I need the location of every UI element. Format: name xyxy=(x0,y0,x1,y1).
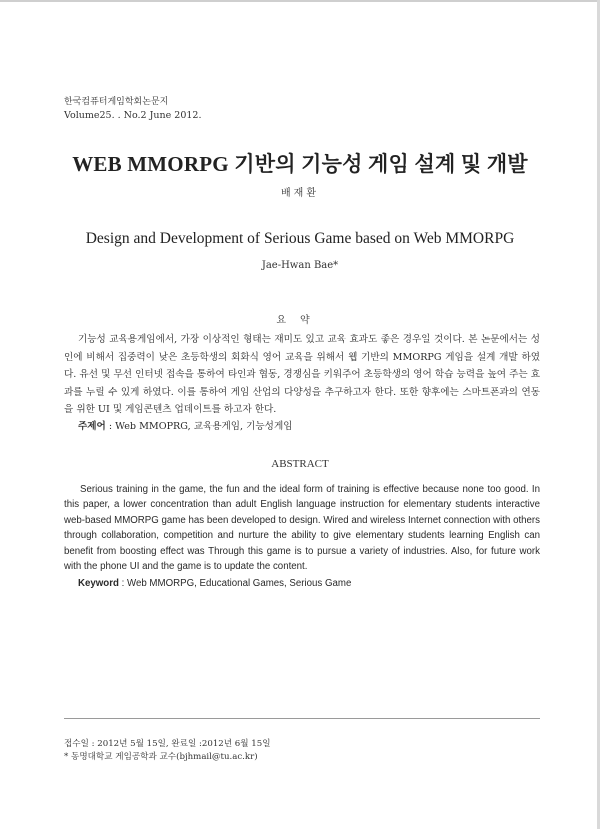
abstract-korean-heading: 요약 xyxy=(276,315,324,326)
abstract-english xyxy=(64,482,540,574)
footnote-affiliation: * 동명대학교 게임공학과 교수(bjhmail@tu.ac.kr) xyxy=(64,752,258,762)
abstract-korean xyxy=(64,331,540,419)
paper-title-english: Design and Development of Serious Game based on Web MMORPG xyxy=(85,230,515,247)
keywords-english-label: Keyword xyxy=(78,578,119,589)
keywords-korean-label: 주제어 xyxy=(78,421,106,432)
footnote-divider xyxy=(64,718,540,719)
journal-volume: Volume25. . No.2 June 2012. xyxy=(64,110,202,121)
keywords-korean xyxy=(78,418,292,432)
keywords-english-text: : Web MMORPG, Educational Games, Serious Game xyxy=(118,578,352,589)
abstract-english-heading: ABSTRACT xyxy=(271,458,329,470)
keywords-english xyxy=(78,578,351,589)
page-edge xyxy=(0,0,600,2)
paper-title-korean: WEB MMORPG 기반의 기능성 게임 설계 및 개발 xyxy=(72,152,528,176)
footnotes xyxy=(64,738,271,764)
keywords-korean-text: : Web MMOPRG, 교육용게임, 기능성게임 xyxy=(105,421,293,432)
journal-name: 한국컴퓨터게임학회논문지 xyxy=(64,97,169,107)
journal-header xyxy=(64,96,202,122)
abstract-english-text: Serious training in the game, the fun and the ideal form of training is effective because none too good. In this paper, a lower concentration than adult English language instruction for elementary students interactive web-based MMORPG game has been developed to design. Wired and wireless Internet connection with others through collaboration, competition and nurture the ability to give elementary students learning English can benefit from boosting effect was Through this game is to pursue a variety of industries. Also, for future work with the phone UI and the game is to update the content. xyxy=(64,484,540,573)
author-korean: 배재환 xyxy=(281,188,319,199)
abstract-korean-text: 기능성 교육용게임에서, 가장 이상적인 형태는 재미도 있고 교육 효과도 좋은 경우일 것이다. 본 논문에서는 성인에 비해서 집중력이 낮은 초등학생의 회화식 영어 교육을 위해서 웹 기반의 MMORPG 게임을 설계 개발 하였다. 유선 및 무선 인터넷 접속을 통하여 타인과 협동, 경쟁심을 키워주어 초등학생의 영어 학습 능력을 높여 주는 효과를 누릴 수 있게 하였다. 이를 통하여 게임 산업의 다양성을 추구하고자 한다. 또한 향후에는 스마트폰과의 연동을 위한 UI 및 게임콘텐츠 업데이트를 하고자 한다. xyxy=(64,334,540,416)
footnote-dates: 접수일 : 2012년 5월 15일, 완료일 :2012년 6월 15일 xyxy=(64,739,271,749)
author-english: Jae-Hwan Bae* xyxy=(261,260,339,271)
